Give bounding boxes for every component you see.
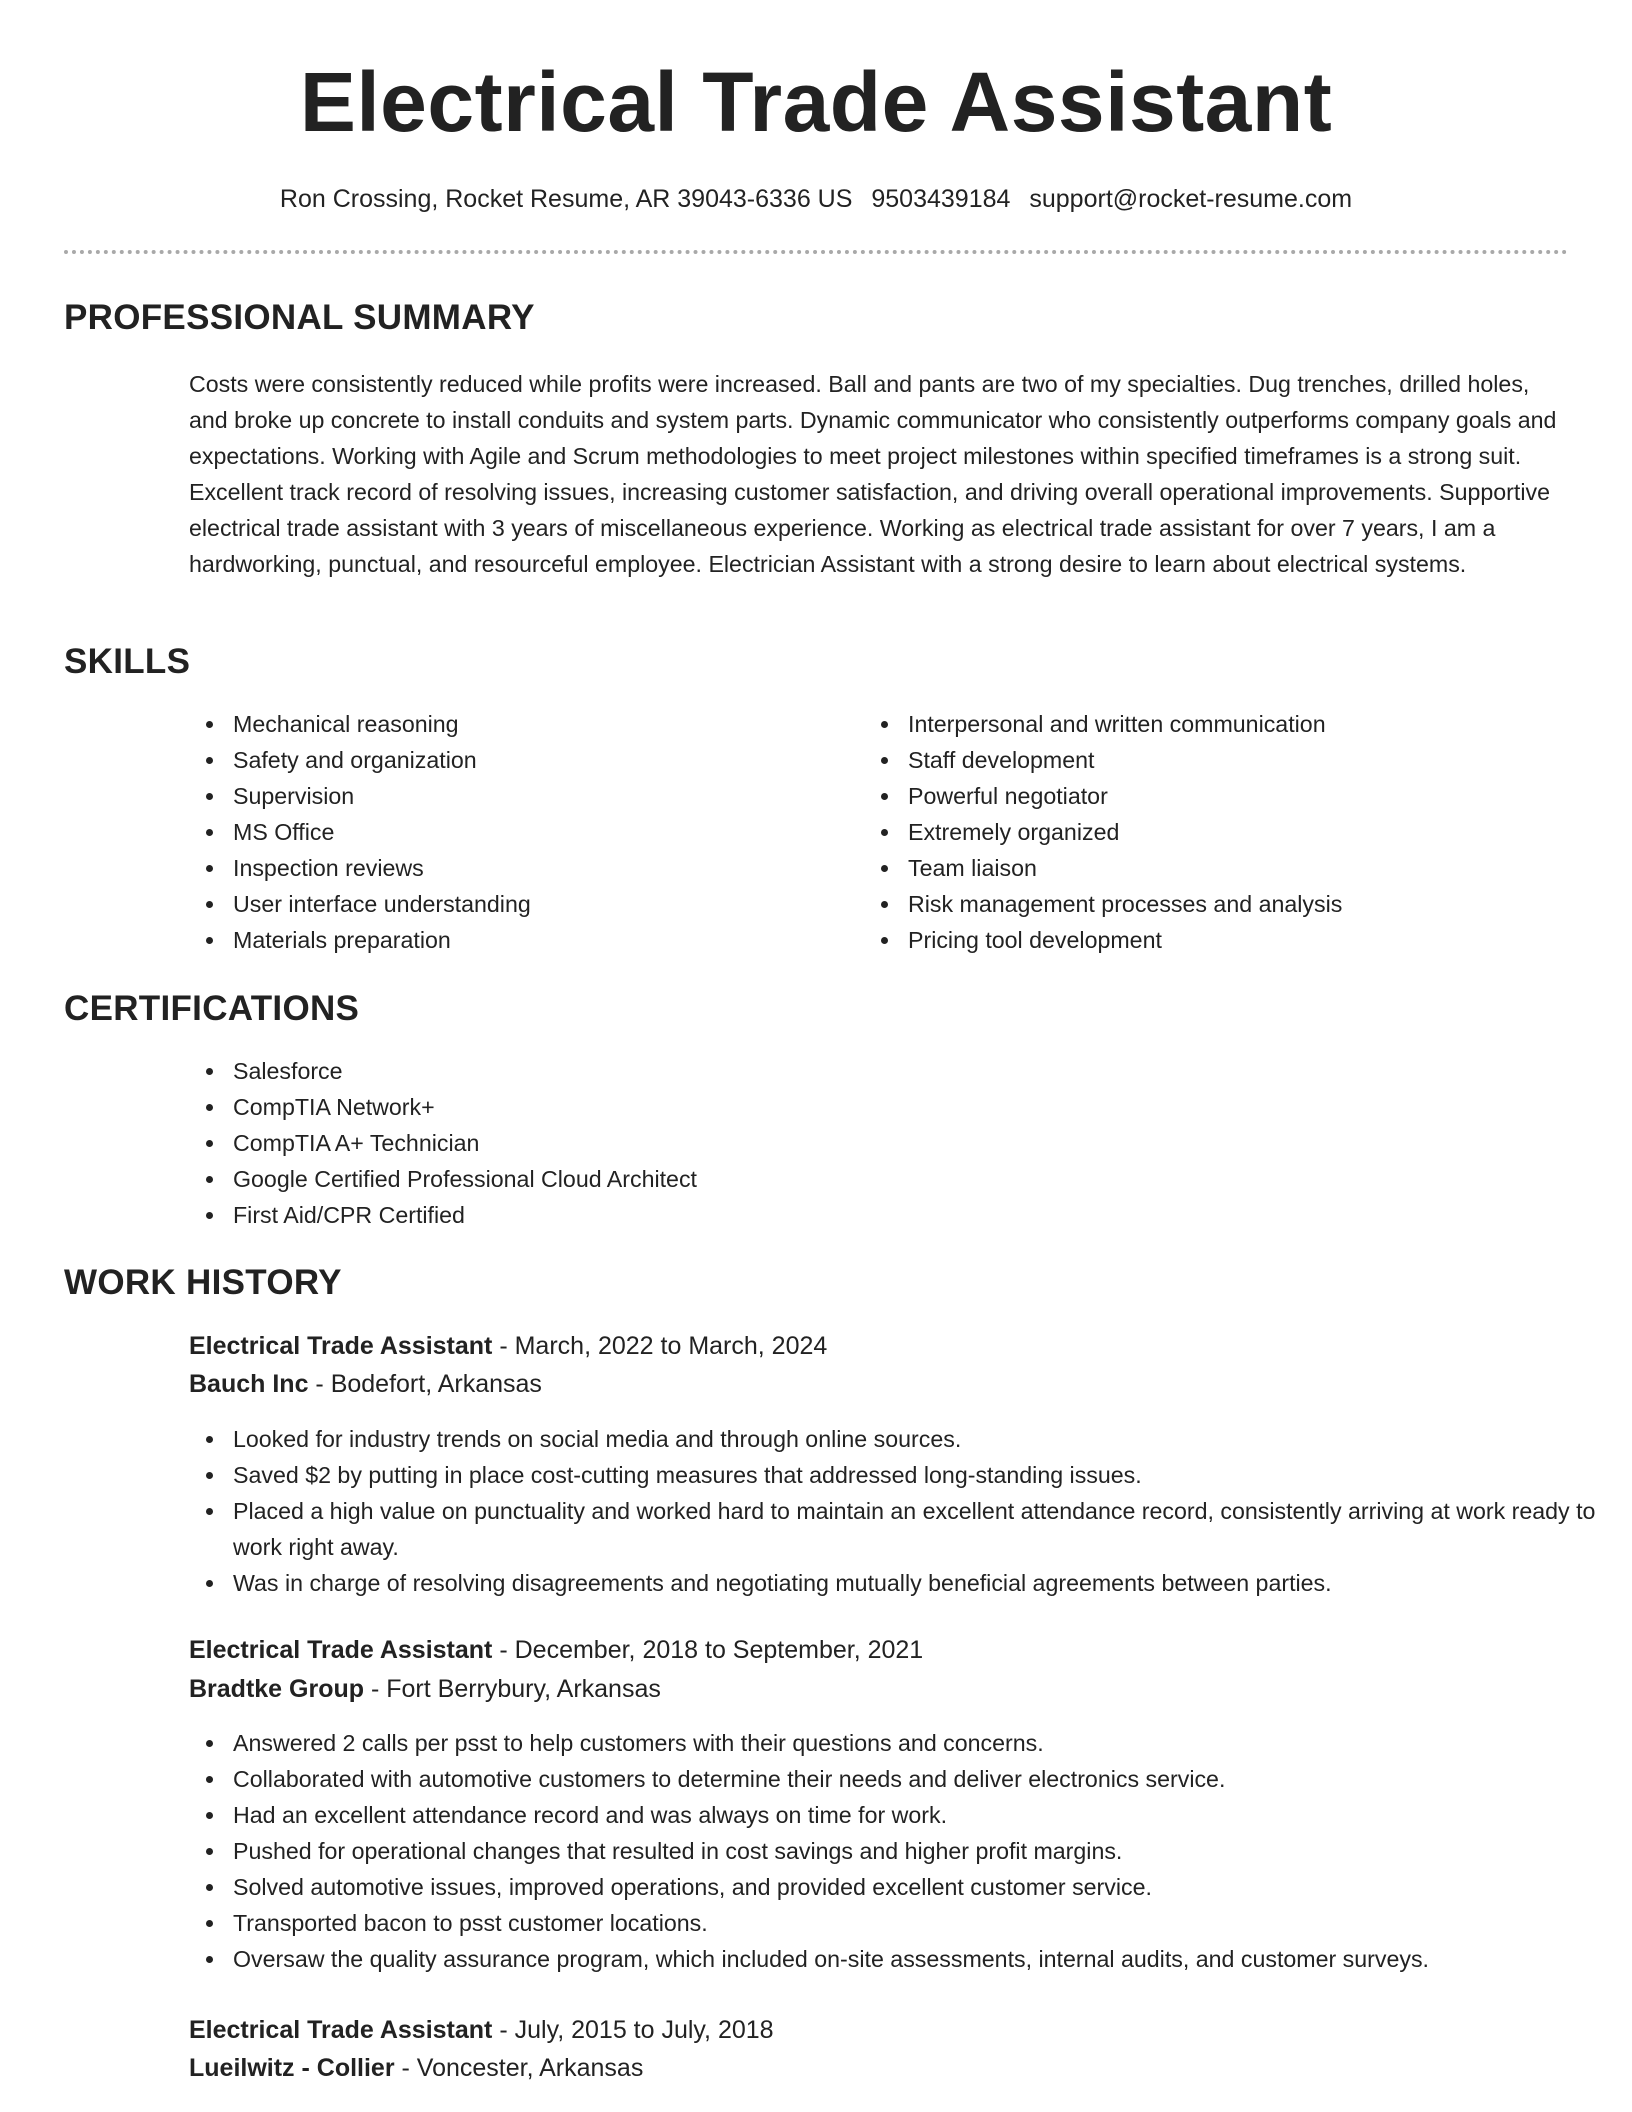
header-divider [64, 250, 1568, 254]
skill-item: Mechanical reasoning [233, 706, 853, 742]
job-title-line [189, 1632, 923, 1668]
skill-item: Pricing tool development [908, 922, 1598, 958]
job-bullet: Pushed for operational changes that resulted in cost savings and higher profit margins. [233, 1833, 1613, 1869]
certification-item: Salesforce [233, 1053, 1533, 1089]
section-title-work-history: WORK HISTORY [64, 1263, 342, 1302]
job-bullet: Placed a high value on punctuality and worked hard to maintain an excellent attendance record, consistently arriving at work ready to work right away. [233, 1493, 1613, 1565]
job-title-line [189, 1328, 827, 1364]
job-location: - Bodefort, Arkansas [308, 1370, 542, 1398]
job-company: Bradtke Group [189, 1675, 365, 1703]
job-role: Electrical Trade Assistant [189, 1332, 493, 1360]
job-bullets [189, 1725, 1613, 1977]
job-bullet: Had an excellent attendance record and was always on time for work. [233, 1797, 1613, 1833]
job-bullet: Oversaw the quality assurance program, which included on-site assessments, internal audits, and customer surveys. [233, 1941, 1613, 1977]
job-role: Electrical Trade Assistant [189, 1636, 493, 1664]
job-role: Electrical Trade Assistant [189, 2016, 493, 2044]
job-location: - Voncester, Arkansas [394, 2054, 644, 2082]
section-title-summary: PROFESSIONAL SUMMARY [64, 298, 535, 337]
skill-item: Team liaison [908, 850, 1598, 886]
job-title-line [189, 2012, 774, 2048]
job-company-line [189, 2050, 643, 2086]
job-bullets [189, 1421, 1613, 1601]
job-company-line [189, 1671, 661, 1707]
skill-item: Extremely organized [908, 814, 1598, 850]
skill-item: Safety and organization [233, 742, 853, 778]
skill-item: Staff development [908, 742, 1598, 778]
job-bullet: Was in charge of resolving disagreements and negotiating mutually beneficial agreements between parties. [233, 1565, 1613, 1601]
job-dates: - March, 2022 to March, 2024 [492, 1332, 828, 1360]
job-company: Bauch Inc [189, 1370, 309, 1398]
contact-address: Ron Crossing, Rocket Resume, AR 39043-6336 US [279, 185, 853, 213]
certification-item: CompTIA Network+ [233, 1089, 1533, 1125]
skill-item: Risk management processes and analysis [908, 886, 1598, 922]
skills-list-right [864, 706, 1598, 958]
section-title-certifications: CERTIFICATIONS [64, 989, 360, 1028]
job-bullet: Transported bacon to psst customer locations. [233, 1905, 1613, 1941]
section-title-skills: SKILLS [64, 642, 191, 681]
summary-text: Costs were consistently reduced while profits were increased. Ball and pants are two of my specialties. Dug trenches, drilled holes, and broke up concrete to install conduits and system parts. Dynamic communicator who consistently outperforms company goals and expectations. Working with Agile and Scrum methodologies to meet project milestones within specified timeframes is a strong suit. Excellent track record of resolving issues, increasing customer satisfaction, and driving overall operational improvements. Supportive electrical trade assistant with 3 years of miscellaneous experience. Working as electrical trade assistant for over 7 years, I am a hardworking, punctual, and resourceful employee. Electrician Assistant with a strong desire to learn about electrical systems. [189, 371, 1557, 577]
skills-list-left [189, 706, 853, 958]
contact-phone: 9503439184 [871, 185, 1011, 213]
job-bullet: Saved $2 by putting in place cost-cutting measures that addressed long-standing issues. [233, 1457, 1613, 1493]
job-bullet: Answered 2 calls per psst to help customers with their questions and concerns. [233, 1725, 1613, 1761]
skill-item: Supervision [233, 778, 853, 814]
skill-item: Powerful negotiator [908, 778, 1598, 814]
certification-item: CompTIA A+ Technician [233, 1125, 1533, 1161]
job-company: Lueilwitz - Collier [189, 2054, 395, 2082]
certifications-list [189, 1053, 1533, 1233]
job-company-line [189, 1366, 542, 1402]
job-bullet: Looked for industry trends on social media and through online sources. [233, 1421, 1613, 1457]
skill-item: MS Office [233, 814, 853, 850]
contact-line [0, 182, 1632, 216]
skill-item: Inspection reviews [233, 850, 853, 886]
job-dates: - December, 2018 to September, 2021 [492, 1636, 924, 1664]
skill-item: Materials preparation [233, 922, 853, 958]
skill-item: User interface understanding [233, 886, 853, 922]
contact-email: support@rocket-resume.com [1029, 185, 1353, 213]
certification-item: First Aid/CPR Certified [233, 1197, 1533, 1233]
job-bullet: Collaborated with automotive customers to determine their needs and deliver electronics service. [233, 1761, 1613, 1797]
skill-item: Interpersonal and written communication [908, 706, 1598, 742]
job-location: - Fort Berrybury, Arkansas [364, 1675, 661, 1703]
certification-item: Google Certified Professional Cloud Architect [233, 1161, 1533, 1197]
job-dates: - July, 2015 to July, 2018 [492, 2016, 774, 2044]
resume-name-heading: Electrical Trade Assistant [299, 55, 1333, 149]
job-bullet: Solved automotive issues, improved operations, and provided excellent customer service. [233, 1869, 1613, 1905]
